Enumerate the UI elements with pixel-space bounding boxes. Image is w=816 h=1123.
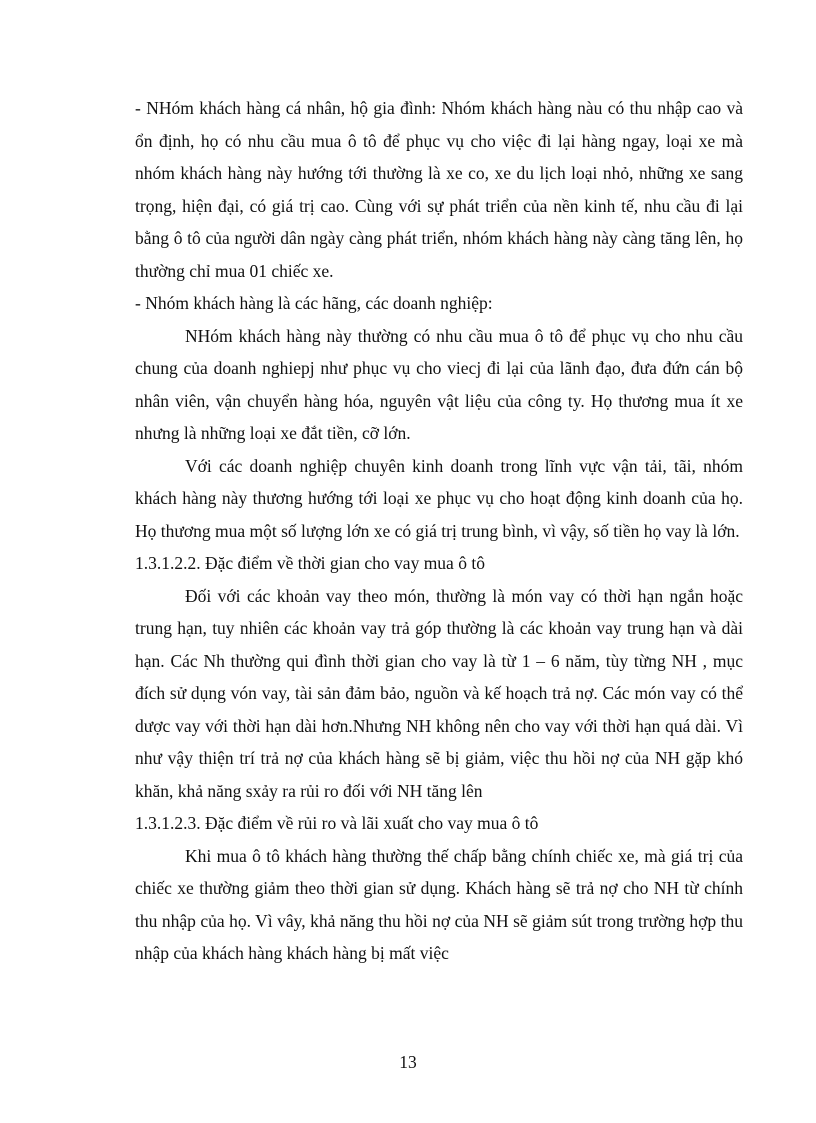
section-heading-risk-interest: 1.3.1.2.3. Đặc điểm về rủi ro và lãi xuất cho vay mua ô tô	[135, 813, 539, 833]
paragraph-individual-customers: - NHóm khách hàng cá nhân, hộ gia đình: Nhóm khách hàng nàu có thu nhập cao và ổn định, họ có nhu cầu mua ô tô để phục vụ cho việc đi lại hàng ngay, loại xe mà nhóm khách hàng này hướng tới thường là xe co, xe du lịch loại nhỏ, những xe sang trọng, hiện đại, có giá trị cao. Cùng với sự phát triển của nền kinh tế, nhu cầu đi lại bằng ô tô của người dân ngày càng phát triển, nhóm khách hàng này càng tăng lên, họ thường chỉ mua 01 chiếc xe.	[135, 98, 743, 281]
paragraph-business-customers-heading: - Nhóm khách hàng là các hãng, các doanh nghiệp:	[135, 293, 493, 313]
section-heading-loan-term: 1.3.1.2.2. Đặc điểm về thời gian cho vay mua ô tô	[135, 553, 485, 573]
paragraph-risk-interest: Khi mua ô tô khách hàng thường thế chấp bằng chính chiếc xe, mà giá trị của chiếc xe thường giảm theo thời gian sử dụng. Khách hàng sẽ trả nợ cho NH từ chính thu nhập của họ. Vì vây, khả năng thu hồi nợ của NH sẽ giảm sút trong trường hợp thu nhập của khách hàng khách hàng bị mất việc	[135, 845, 743, 963]
page-number: 13	[399, 1052, 417, 1072]
paragraph-loan-term: Đối với các khoản vay theo món, thường là món vay có thời hạn ngắn hoặc trung hạn, tuy nhiên các khoản vay trả góp thường là các khoản vay trung hạn và dài hạn. Các Nh thường qui đình thời gian cho vay là từ 1 – 6 năm, tùy từng NH , mục đích sử dụng vón vay, tài sản đảm bảo, nguồn và kế hoạch trả nợ. Các món vay có thể dược vay với thời hạn dài hơn.Nhưng NH không nên cho vay với thời hạn quá dài. Vì như vậy thiện trí trả nợ của khách hàng sẽ bị giảm, việc thu hồi nợ của NH gặp khó khăn, khả năng sxảy ra rủi ro đối với NH tăng lên	[135, 585, 743, 801]
paragraph-transport-businesses: Với các doanh nghiệp chuyên kinh doanh trong lĩnh vực vận tải, tãi, nhóm khách hàng này thương hướng tới loại xe phục vụ cho hoạt động kinh doanh của họ. Họ thương mua một số lượng lớn xe có giá trị trung bình, vì vậy, số tiền họ vay là lớn.	[135, 455, 743, 541]
document-page	[135, 92, 743, 970]
paragraph-business-customers-needs: NHóm khách hàng này thường có nhu cầu mua ô tô để phục vụ cho nhu cầu chung của doanh nghiepj như phục vụ cho viecj đi lại của lãnh đạo, đưa đứn cán bộ nhân viên, vận chuyển hàng hóa, nguyên vật liệu của công ty. Họ thương mua ít xe nhưng là những loại xe đắt tiền, cỡ lớn.	[135, 325, 743, 443]
